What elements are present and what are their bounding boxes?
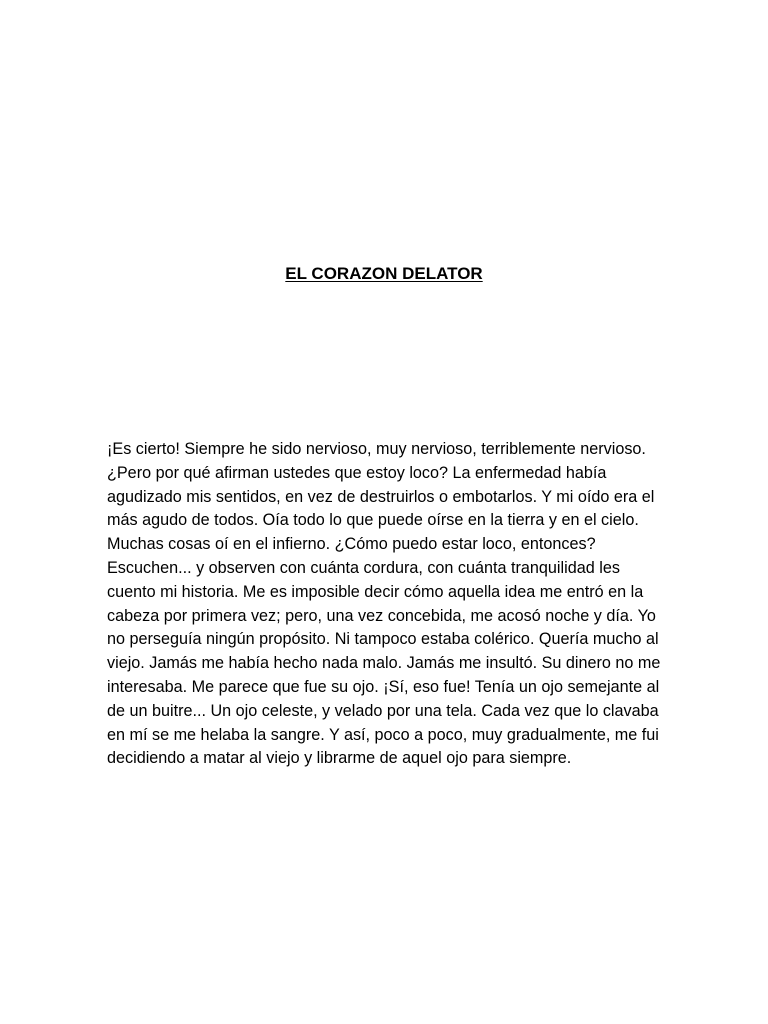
paragraph-line: más agudo de todos. Oía todo lo que puede oírse en la tierra y en el cielo. — [107, 511, 639, 530]
paragraph-line: interesaba. Me parece que fue su ojo. ¡Sí, eso fue! Tenía un ojo semejante al — [107, 677, 660, 696]
paragraph-line: cabeza por primera vez; pero, una vez concebida, me acosó noche y día. Yo — [107, 606, 656, 625]
body-paragraph — [107, 438, 667, 771]
paragraph-line: viejo. Jamás me había hecho nada malo. Jamás me insultó. Su dinero no me — [107, 654, 661, 673]
paragraph-line: Muchas cosas oí en el infierno. ¿Cómo puedo estar loco, entonces? — [107, 535, 596, 554]
paragraph-line: agudizado mis sentidos, en vez de destruirlos o embotarlos. Y mi oído era el — [107, 487, 655, 506]
document-title: EL CORAZON DELATOR — [285, 264, 483, 283]
paragraph-line: en mí se me helaba la sangre. Y así, poco a poco, muy gradualmente, me fui — [107, 725, 659, 744]
paragraph-line: decidiendo a matar al viejo y librarme de aquel ojo para siempre. — [107, 749, 572, 768]
paragraph-line: no perseguía ningún propósito. Ni tampoco estaba colérico. Quería mucho al — [107, 630, 659, 649]
paragraph-line: cuento mi historia. Me es imposible decir cómo aquella idea me entró en la — [107, 582, 644, 601]
paragraph-line: ¿Pero por qué afirman ustedes que estoy loco? La enfermedad había — [107, 463, 607, 482]
paragraph-line: Escuchen... y observen con cuánta cordura, con cuánta tranquilidad les — [107, 558, 620, 577]
paragraph-line: ¡Es cierto! Siempre he sido nervioso, muy nervioso, terriblemente nervioso. — [107, 440, 646, 458]
paragraph-line: de un buitre... Un ojo celeste, y velado por una tela. Cada vez que lo clavaba — [107, 701, 659, 720]
